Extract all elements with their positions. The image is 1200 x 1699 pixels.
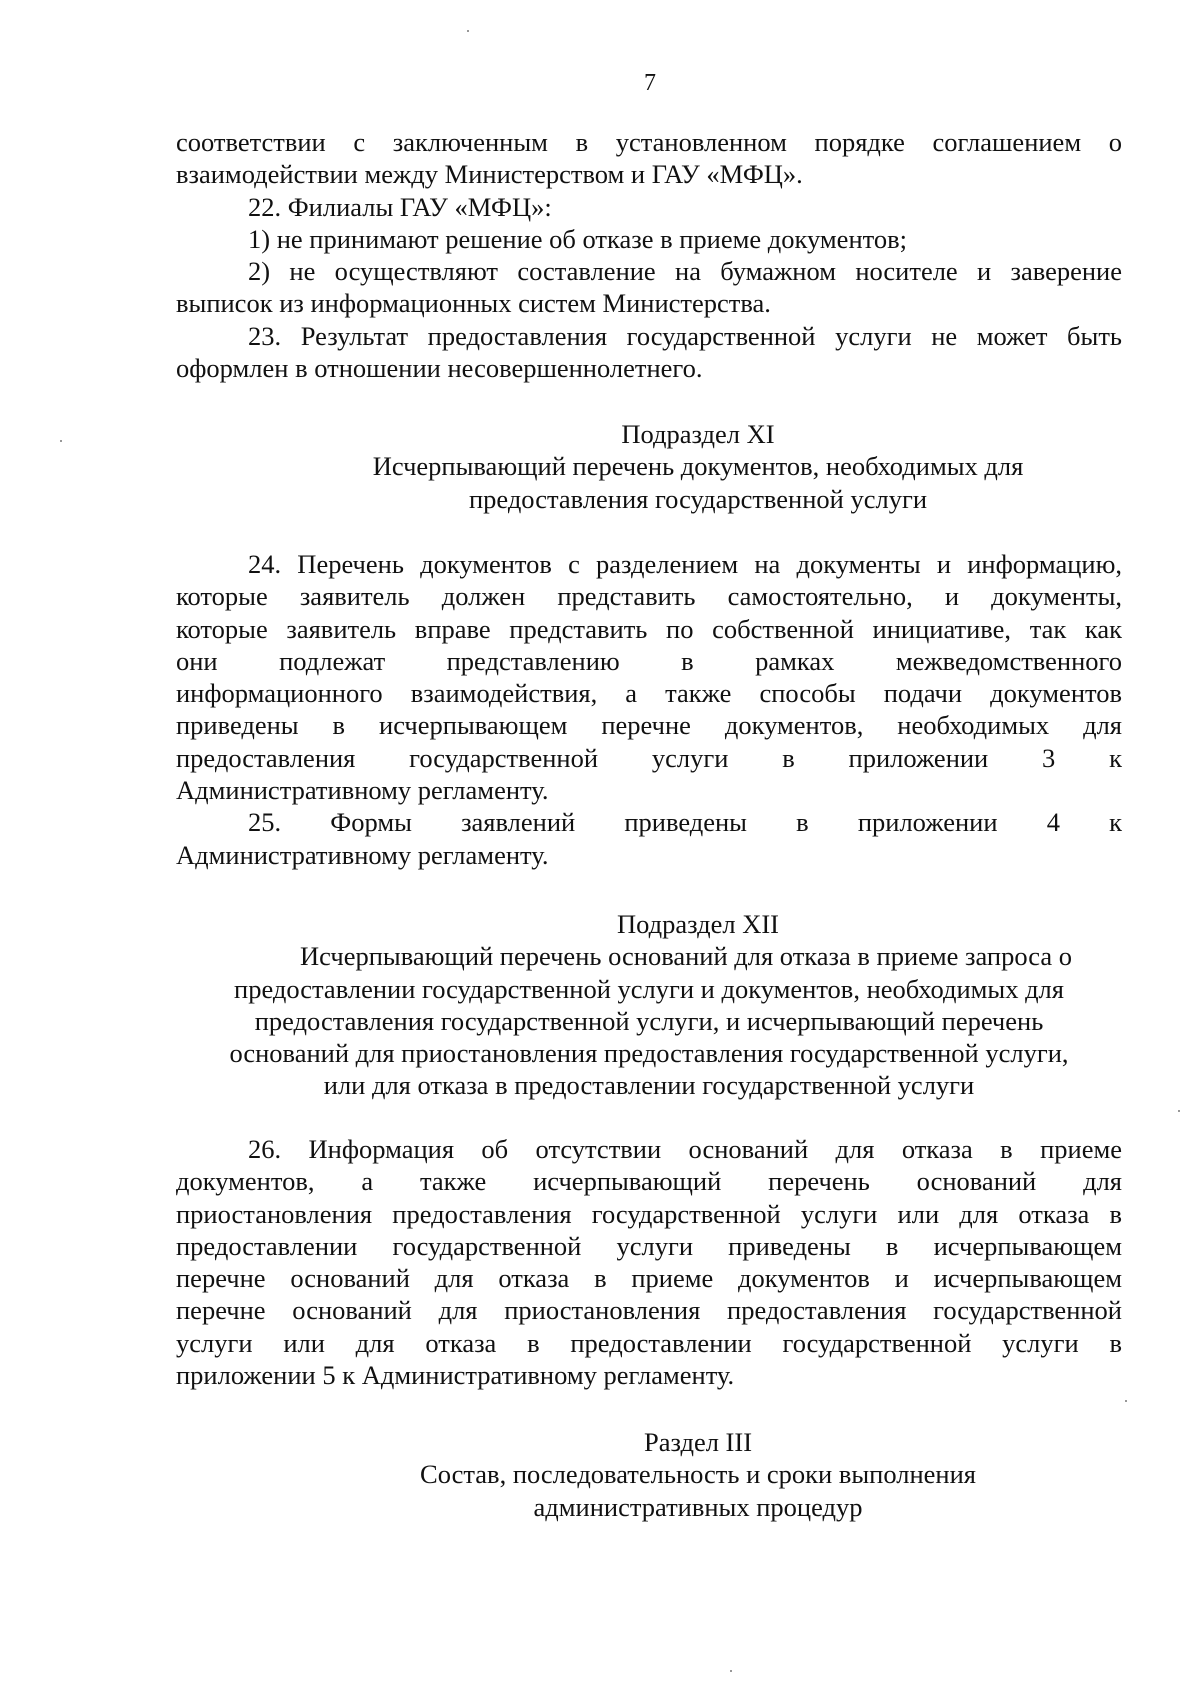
scan-speck [467, 30, 469, 32]
subsection-xi-heading [176, 418, 1122, 515]
subsection-xii-title: Подраздел XII [617, 909, 779, 939]
text-line: приложении 5 к Административному регламенту. [176, 1360, 735, 1391]
subsection-xii-subtitle-line: предоставлении государственной услуги и документов, необходимых для [234, 973, 1064, 1004]
text-line: 22. Филиалы ГАУ «МФЦ»: [248, 191, 552, 222]
text-line: которые заявитель вправе представить по собственной инициативе, так как [176, 613, 1122, 644]
text-line: они подлежат представлению в рамках межведомственного [176, 645, 1122, 676]
text-line: которые заявитель должен представить самостоятельно, и документы, [176, 581, 1122, 612]
text-line: 23. Результат предоставления государственной услуги не может быть [248, 320, 1122, 351]
text-line: 24. Перечень документов с разделением на документы и информацию, [248, 549, 1122, 579]
paragraph-24-line [176, 742, 1122, 774]
paragraph-26-line [176, 1262, 1122, 1294]
subsection-xii-subtitle-line: Исчерпывающий перечень оснований для отказа в приеме запроса о [300, 941, 1072, 972]
text-line: Административному регламенту. [176, 775, 549, 806]
text-line: документов, а также исчерпывающий перечень оснований для [176, 1166, 1122, 1197]
scan-speck [1125, 1400, 1127, 1402]
text-line: соответствии с заключенным в установленном порядке соглашением о [176, 127, 1122, 157]
paragraph-26 [176, 1133, 1122, 1165]
paragraph-26-line [176, 1327, 1122, 1359]
paragraph-23-end [176, 352, 1122, 384]
paragraph-continued [176, 126, 1122, 158]
paragraph-25-end [176, 839, 1122, 871]
text-line: предоставления государственной услуги в приложении 3 к [176, 742, 1122, 773]
text-block-middle [176, 548, 1122, 871]
paragraph-26-line [176, 1230, 1122, 1262]
paragraph-24-line [176, 645, 1122, 677]
subsection-xii-subtitle-line: предоставления государственной услуги, и исчерпывающий перечень [254, 1005, 1044, 1036]
text-line: оформлен в отношении несовершеннолетнего. [176, 353, 703, 384]
section-iii-subtitle-line: административных процедур [533, 1491, 863, 1522]
paragraph-24-line [176, 677, 1122, 709]
paragraph-22-item-2 [176, 255, 1122, 287]
paragraph-24-line [176, 709, 1122, 741]
paragraph-26-line [176, 1165, 1122, 1197]
text-line: приостановления предоставления государственной услуги или для отказа в [176, 1198, 1122, 1229]
text-line: информационного взаимодействия, а также способы подачи документов [176, 678, 1122, 709]
text-block-top [176, 126, 1122, 384]
paragraph-23 [176, 320, 1122, 352]
scan-speck [60, 440, 62, 442]
paragraph-22-item-1 [176, 223, 1122, 255]
subsection-xi-subtitle-line: Исчерпывающий перечень документов, необходимых для [372, 451, 1024, 482]
scan-speck [730, 1670, 732, 1672]
text-line: 26. Информация об отсутствии оснований для отказа в приеме [248, 1134, 1122, 1164]
text-line: выписок из информационных систем Министерства. [176, 288, 771, 319]
paragraph-22 [176, 191, 1122, 223]
scan-speck [1178, 1110, 1180, 1112]
subsection-xi-title: Подраздел XI [621, 419, 775, 449]
text-line: 2) не осуществляют составление на бумажном носителе и заверение [248, 256, 1122, 287]
paragraph-continued-end [176, 158, 1122, 190]
text-line: приведены в исчерпывающем перечне документов, необходимых для [176, 710, 1122, 741]
section-iii-heading [176, 1426, 1122, 1523]
text-line: перечне оснований для приостановления предоставления государственной [176, 1295, 1122, 1326]
text-line: предоставлении государственной услуги приведены в исчерпывающем [176, 1230, 1122, 1261]
paragraph-26-line [176, 1198, 1122, 1230]
subsection-xii-heading [176, 908, 1122, 1102]
text-line: услуги или для отказа в предоставлении государственной услуги в [176, 1327, 1122, 1358]
paragraph-24-end [176, 774, 1122, 806]
section-iii-subtitle-line: Состав, последовательность и сроки выполнения [420, 1459, 976, 1490]
subsection-xii-subtitle-line: или для отказа в предоставлении государственной услуги [323, 1070, 975, 1101]
text-block-lower [176, 1133, 1122, 1391]
text-line: 1) не принимают решение об отказе в приеме документов; [248, 223, 907, 254]
text-line: перечне оснований для отказа в приеме документов и исчерпывающем [176, 1263, 1122, 1294]
text-line: Административному регламенту. [176, 839, 549, 870]
page-number: 7 [644, 70, 656, 96]
paragraph-26-end [176, 1359, 1122, 1391]
subsection-xi-subtitle-line: предоставления государственной услуги [468, 483, 928, 514]
paragraph-24-line [176, 613, 1122, 645]
paragraph-24-line [176, 580, 1122, 612]
section-iii-title: Раздел III [643, 1427, 753, 1457]
text-line: взаимодействии между Министерством и ГАУ «МФЦ». [176, 159, 803, 190]
paragraph-25 [176, 806, 1122, 838]
paragraph-26-line [176, 1294, 1122, 1326]
subsection-xii-subtitle-line: оснований для приостановления предоставления государственной услуги, [229, 1038, 1069, 1069]
paragraph-24 [176, 548, 1122, 580]
text-line: 25. Формы заявлений приведены в приложении 4 к [248, 807, 1122, 838]
paragraph-22-item-2-end [176, 287, 1122, 319]
